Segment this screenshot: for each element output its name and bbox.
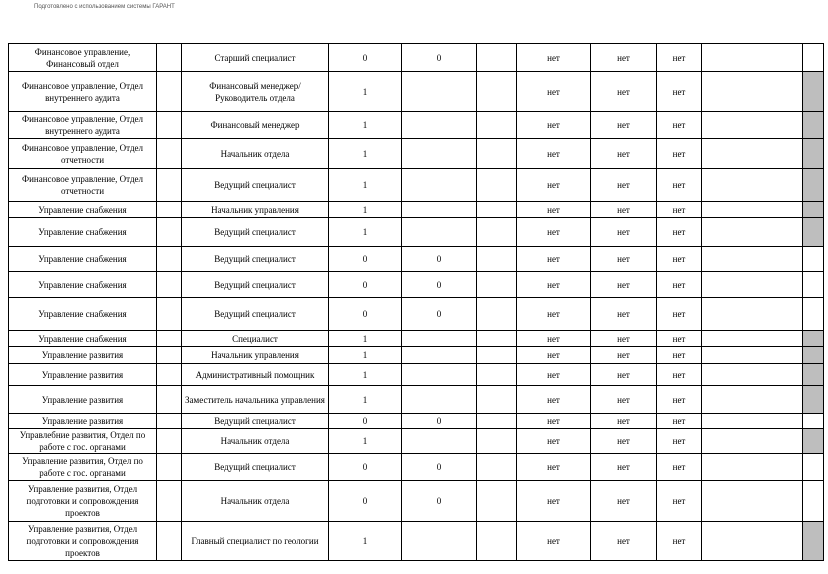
cell-flag-3: нет <box>657 364 702 386</box>
cell-position: Ведущий специалист <box>182 454 329 481</box>
cell-department: Управление развития <box>9 386 157 414</box>
table-row <box>9 298 824 331</box>
cell-flag-1: нет <box>517 386 591 414</box>
cell-flag-1: нет <box>517 44 591 72</box>
cell-flag-3: нет <box>657 522 702 561</box>
cell-flag-1: нет <box>517 429 591 454</box>
cell-blank <box>477 139 517 169</box>
cell-count-2 <box>402 364 477 386</box>
table-row <box>9 218 824 247</box>
table-row <box>9 112 824 139</box>
cell-flag-1: нет <box>517 522 591 561</box>
cell-flag-2: нет <box>591 386 657 414</box>
table-row <box>9 331 824 347</box>
table-body <box>9 44 824 561</box>
positions-table <box>8 43 824 561</box>
cell-position: Ведущий специалист <box>182 169 329 202</box>
cell-department: Управление развития, Отдел подготовки и сопровождения проектов <box>9 522 157 561</box>
cell-blank <box>702 481 803 522</box>
cell-blank <box>477 429 517 454</box>
cell-marker <box>803 298 824 331</box>
cell-marker <box>803 247 824 272</box>
cell-marker <box>803 139 824 169</box>
cell-count-1: 1 <box>329 72 402 112</box>
cell-blank <box>157 72 182 112</box>
cell-count-1: 1 <box>329 202 402 218</box>
cell-count-1: 1 <box>329 331 402 347</box>
cell-flag-3: нет <box>657 202 702 218</box>
cell-flag-3: нет <box>657 72 702 112</box>
cell-blank <box>157 429 182 454</box>
cell-flag-3: нет <box>657 112 702 139</box>
cell-blank <box>157 218 182 247</box>
cell-flag-1: нет <box>517 247 591 272</box>
table-row <box>9 364 824 386</box>
cell-blank <box>157 331 182 347</box>
cell-department: Финансовое управление, Финансовый отдел <box>9 44 157 72</box>
cell-flag-2: нет <box>591 202 657 218</box>
cell-count-1: 1 <box>329 112 402 139</box>
cell-flag-1: нет <box>517 202 591 218</box>
cell-count-2 <box>402 139 477 169</box>
table-row <box>9 247 824 272</box>
cell-flag-1: нет <box>517 218 591 247</box>
cell-flag-3: нет <box>657 272 702 298</box>
cell-flag-1: нет <box>517 454 591 481</box>
cell-blank <box>157 202 182 218</box>
cell-blank <box>702 414 803 429</box>
cell-flag-2: нет <box>591 429 657 454</box>
table-row <box>9 386 824 414</box>
cell-flag-3: нет <box>657 247 702 272</box>
cell-count-1: 1 <box>329 386 402 414</box>
cell-marker <box>803 72 824 112</box>
cell-count-2 <box>402 218 477 247</box>
cell-count-1: 1 <box>329 139 402 169</box>
cell-flag-2: нет <box>591 139 657 169</box>
cell-count-1: 1 <box>329 429 402 454</box>
cell-position: Административный помощник <box>182 364 329 386</box>
cell-blank <box>477 298 517 331</box>
cell-blank <box>702 429 803 454</box>
table-row <box>9 272 824 298</box>
cell-blank <box>157 139 182 169</box>
cell-flag-2: нет <box>591 331 657 347</box>
cell-blank <box>157 169 182 202</box>
cell-position: Начальник отдела <box>182 429 329 454</box>
cell-marker <box>803 331 824 347</box>
cell-count-2: 0 <box>402 454 477 481</box>
cell-blank <box>702 522 803 561</box>
table-row <box>9 347 824 364</box>
cell-flag-3: нет <box>657 44 702 72</box>
cell-count-2: 0 <box>402 481 477 522</box>
cell-marker <box>803 454 824 481</box>
cell-blank <box>157 44 182 72</box>
cell-department: Финансовое управление, Отдел отчетности <box>9 139 157 169</box>
cell-department: Управление развития <box>9 414 157 429</box>
cell-blank <box>702 247 803 272</box>
cell-flag-1: нет <box>517 331 591 347</box>
cell-marker <box>803 481 824 522</box>
cell-flag-1: нет <box>517 139 591 169</box>
cell-blank <box>157 364 182 386</box>
cell-marker <box>803 218 824 247</box>
cell-flag-1: нет <box>517 72 591 112</box>
cell-blank <box>702 272 803 298</box>
cell-position: Начальник управления <box>182 347 329 364</box>
cell-count-2 <box>402 169 477 202</box>
cell-position: Главный специалист по геологии <box>182 522 329 561</box>
cell-marker <box>803 414 824 429</box>
cell-marker <box>803 386 824 414</box>
cell-count-2 <box>402 347 477 364</box>
cell-flag-2: нет <box>591 347 657 364</box>
cell-blank <box>702 112 803 139</box>
cell-position: Старший специалист <box>182 44 329 72</box>
cell-blank <box>157 272 182 298</box>
cell-blank <box>477 44 517 72</box>
cell-count-2 <box>402 331 477 347</box>
cell-department: Управление развития <box>9 347 157 364</box>
cell-count-1: 0 <box>329 247 402 272</box>
cell-count-2: 0 <box>402 44 477 72</box>
cell-blank <box>702 454 803 481</box>
cell-flag-2: нет <box>591 247 657 272</box>
cell-blank <box>157 522 182 561</box>
cell-flag-1: нет <box>517 112 591 139</box>
cell-department: Финансовое управление, Отдел внутреннего аудита <box>9 72 157 112</box>
cell-position: Ведущий специалист <box>182 298 329 331</box>
cell-department: Финансовое управление, Отдел внутреннего аудита <box>9 112 157 139</box>
cell-blank <box>157 112 182 139</box>
table-row <box>9 44 824 72</box>
cell-count-2 <box>402 112 477 139</box>
cell-flag-2: нет <box>591 44 657 72</box>
cell-count-2 <box>402 386 477 414</box>
cell-position: Ведущий специалист <box>182 218 329 247</box>
cell-flag-2: нет <box>591 112 657 139</box>
table-row <box>9 202 824 218</box>
cell-count-2 <box>402 202 477 218</box>
cell-count-1: 1 <box>329 218 402 247</box>
cell-department: Управлебние развития, Отдел по работе с гос. органами <box>9 429 157 454</box>
cell-flag-2: нет <box>591 454 657 481</box>
table-row <box>9 522 824 561</box>
cell-blank <box>702 298 803 331</box>
cell-blank <box>157 454 182 481</box>
cell-blank <box>477 218 517 247</box>
cell-blank <box>702 364 803 386</box>
cell-blank <box>477 72 517 112</box>
cell-count-1: 0 <box>329 481 402 522</box>
cell-flag-1: нет <box>517 414 591 429</box>
cell-blank <box>702 347 803 364</box>
cell-blank <box>157 347 182 364</box>
cell-blank <box>477 481 517 522</box>
cell-flag-1: нет <box>517 364 591 386</box>
cell-blank <box>157 414 182 429</box>
cell-blank <box>477 414 517 429</box>
table-row <box>9 481 824 522</box>
table-row <box>9 169 824 202</box>
cell-blank <box>702 139 803 169</box>
cell-flag-1: нет <box>517 298 591 331</box>
cell-blank <box>702 331 803 347</box>
cell-count-2: 0 <box>402 247 477 272</box>
cell-flag-1: нет <box>517 272 591 298</box>
cell-flag-1: нет <box>517 347 591 364</box>
cell-flag-3: нет <box>657 414 702 429</box>
cell-count-2: 0 <box>402 272 477 298</box>
cell-blank <box>702 218 803 247</box>
cell-flag-2: нет <box>591 218 657 247</box>
cell-flag-1: нет <box>517 481 591 522</box>
cell-blank <box>477 386 517 414</box>
cell-flag-3: нет <box>657 347 702 364</box>
cell-position: Ведущий специалист <box>182 247 329 272</box>
cell-count-2 <box>402 72 477 112</box>
cell-flag-2: нет <box>591 522 657 561</box>
cell-blank <box>477 169 517 202</box>
cell-department: Управление снабжения <box>9 202 157 218</box>
cell-position: Заместитель начальника управления <box>182 386 329 414</box>
cell-count-1: 0 <box>329 298 402 331</box>
table-row <box>9 429 824 454</box>
cell-blank <box>157 298 182 331</box>
cell-flag-1: нет <box>517 169 591 202</box>
cell-flag-3: нет <box>657 169 702 202</box>
cell-flag-3: нет <box>657 139 702 169</box>
cell-blank <box>477 112 517 139</box>
cell-position: Специалист <box>182 331 329 347</box>
cell-flag-2: нет <box>591 364 657 386</box>
cell-position: Финансовый менеджер <box>182 112 329 139</box>
cell-department: Управление снабжения <box>9 331 157 347</box>
cell-department: Управление развития, Отдел по работе с гос. органами <box>9 454 157 481</box>
cell-blank <box>702 169 803 202</box>
cell-flag-3: нет <box>657 331 702 347</box>
cell-blank <box>477 331 517 347</box>
cell-department: Управление снабжения <box>9 247 157 272</box>
header-note: Подготовлено с использованием системы ГАРАНТ <box>34 4 175 10</box>
cell-blank <box>702 44 803 72</box>
cell-count-1: 0 <box>329 454 402 481</box>
cell-flag-2: нет <box>591 272 657 298</box>
cell-department: Финансовое управление, Отдел отчетности <box>9 169 157 202</box>
cell-position: Ведущий специалист <box>182 414 329 429</box>
cell-marker <box>803 429 824 454</box>
cell-marker <box>803 272 824 298</box>
cell-blank <box>157 247 182 272</box>
cell-department: Управление развития <box>9 364 157 386</box>
cell-count-1: 0 <box>329 272 402 298</box>
cell-flag-2: нет <box>591 72 657 112</box>
cell-position: Начальник отдела <box>182 481 329 522</box>
cell-department: Управление снабжения <box>9 298 157 331</box>
cell-blank <box>477 454 517 481</box>
cell-marker <box>803 364 824 386</box>
cell-marker <box>803 202 824 218</box>
cell-blank <box>702 72 803 112</box>
cell-position: Начальник отдела <box>182 139 329 169</box>
cell-blank <box>477 247 517 272</box>
cell-count-1: 1 <box>329 522 402 561</box>
cell-department: Управление снабжения <box>9 272 157 298</box>
cell-count-1: 1 <box>329 364 402 386</box>
cell-marker <box>803 347 824 364</box>
cell-flag-3: нет <box>657 429 702 454</box>
table-row <box>9 454 824 481</box>
cell-count-1: 0 <box>329 414 402 429</box>
cell-count-1: 1 <box>329 169 402 202</box>
cell-count-2: 0 <box>402 298 477 331</box>
cell-flag-3: нет <box>657 218 702 247</box>
table-row <box>9 414 824 429</box>
table-row <box>9 139 824 169</box>
cell-position: Ведущий специалист <box>182 272 329 298</box>
cell-blank <box>702 202 803 218</box>
cell-flag-2: нет <box>591 298 657 331</box>
cell-count-2 <box>402 429 477 454</box>
cell-marker <box>803 169 824 202</box>
cell-flag-3: нет <box>657 454 702 481</box>
cell-flag-2: нет <box>591 169 657 202</box>
cell-blank <box>702 386 803 414</box>
cell-flag-3: нет <box>657 481 702 522</box>
cell-marker <box>803 44 824 72</box>
cell-blank <box>477 522 517 561</box>
cell-marker <box>803 112 824 139</box>
cell-blank <box>477 347 517 364</box>
cell-flag-3: нет <box>657 386 702 414</box>
cell-flag-2: нет <box>591 481 657 522</box>
cell-blank <box>477 364 517 386</box>
cell-count-1: 0 <box>329 44 402 72</box>
cell-flag-2: нет <box>591 414 657 429</box>
table-row <box>9 72 824 112</box>
cell-count-1: 1 <box>329 347 402 364</box>
cell-blank <box>157 481 182 522</box>
cell-count-2 <box>402 522 477 561</box>
cell-marker <box>803 522 824 561</box>
cell-position: Начальник управления <box>182 202 329 218</box>
cell-blank <box>477 272 517 298</box>
cell-count-2: 0 <box>402 414 477 429</box>
cell-blank <box>157 386 182 414</box>
cell-blank <box>477 202 517 218</box>
cell-department: Управление снабжения <box>9 218 157 247</box>
cell-flag-3: нет <box>657 298 702 331</box>
cell-department: Управление развития, Отдел подготовки и сопровождения проектов <box>9 481 157 522</box>
cell-position: Финансовый менеджер/Руководитель отдела <box>182 72 329 112</box>
